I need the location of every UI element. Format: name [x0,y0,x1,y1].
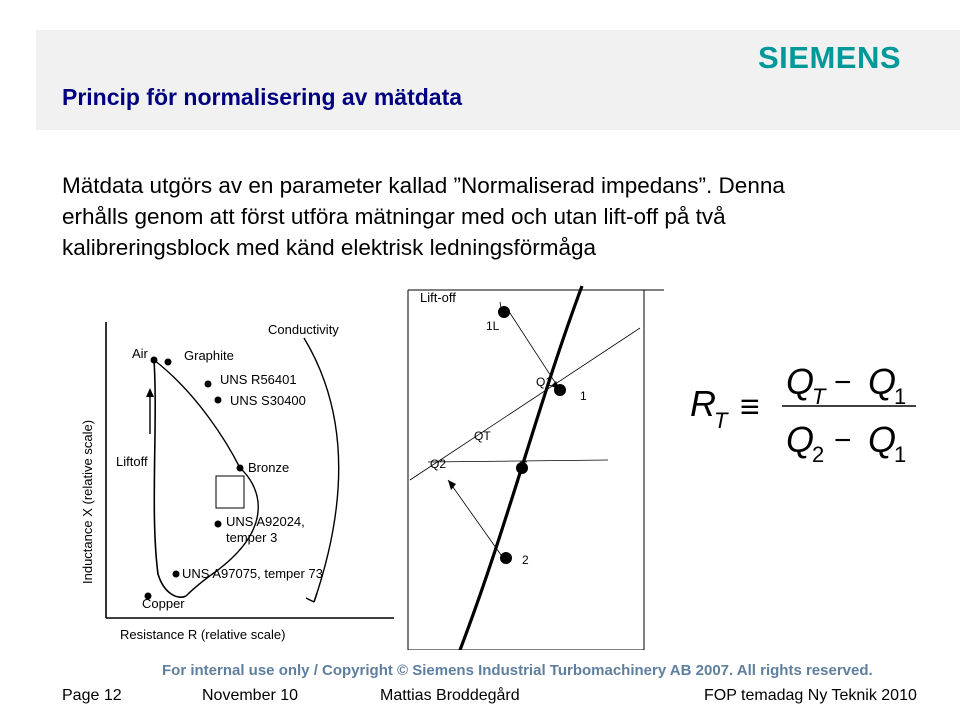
material-graphite: Graphite [184,348,234,363]
label-2: 2 [522,553,529,567]
liftoff-right-label: Lift-off [420,290,456,305]
label-1L: 1L [486,319,500,333]
page-title: Princip för normalisering av mätdata [62,84,463,110]
material-copper: Copper [142,596,185,611]
num-b: Q [868,361,897,402]
point-2 [500,552,512,564]
formula-equiv: ≡ [740,388,760,426]
conductivity-label: Conductivity [268,322,339,337]
den-a: Q [786,419,815,460]
num-minus: − [834,366,852,399]
num-b-sub: 1 [894,384,907,409]
material-r56401: UNS R56401 [220,372,297,387]
label-QT: QT [474,429,491,443]
point-1L [498,306,510,318]
den-b: Q [868,419,897,460]
right-panel [406,284,668,650]
x-axis-label: Resistance R (relative scale) [120,627,286,642]
formula-lhs: R [690,383,716,424]
label-Q1: Q1 [536,375,553,389]
footer-date: November 10 [202,687,299,704]
material-a92024: UNS A92024, [226,514,305,529]
siemens-logo: SIEMENS [758,40,902,75]
page-number: Page 12 [62,687,122,704]
material-a92024-temper: temper 3 [226,530,278,545]
den-minus: − [834,424,852,457]
label-Q2: Q2 [430,457,447,471]
den-b-sub: 1 [894,442,907,467]
material-s30400: UNS S30400 [230,393,306,408]
liftoff-label: Liftoff [116,454,148,469]
impedance-diagram [68,284,668,650]
copyright-notice: For internal use only / Copyright © Siemens Industrial Turbomachinery AB 2007. All rights reserved. [162,662,873,679]
den-a-sub: 2 [812,442,825,467]
body-line: erhålls genom att först utföra mätningar med och utan lift-off på två [62,204,726,229]
material-bronze: Bronze [248,460,290,475]
body-line: Mätdata utgörs av en parameter kallad ”Normaliserad impedans”. Denna [62,173,785,198]
point-1 [554,384,566,396]
body-text [62,170,942,263]
num-a: Q [786,361,815,402]
material-air: Air [132,346,148,361]
material-a97075: UNS A97075, temper 73 [182,566,323,581]
label-T: T [520,459,528,473]
footer-event: FOP temadag Ny Teknik 2010 [704,687,917,704]
footer-author: Mattias Broddegård [380,687,520,704]
formula-lhs-sub: T [714,408,728,433]
left-panel [68,284,408,650]
label-1: 1 [580,389,587,403]
num-a-sub: T [812,384,826,409]
body-line: kalibreringsblock med känd elektrisk ledningsförmåga [62,235,597,260]
y-axis-label: Inductance X (relative scale) [80,419,95,584]
normalized-impedance-formula [688,352,928,472]
